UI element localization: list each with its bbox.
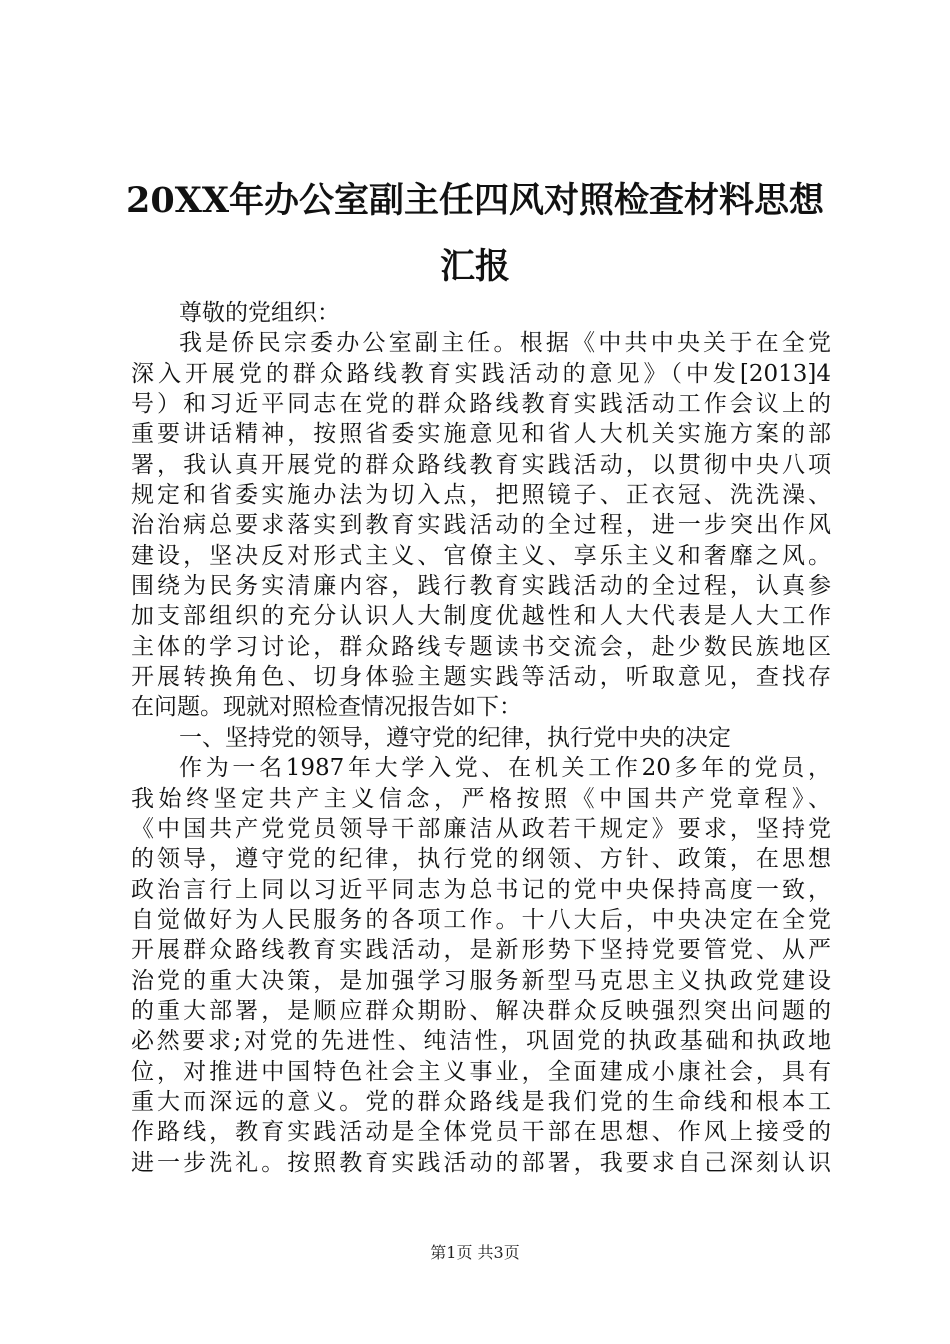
text-line: 作路线，教育实践活动是全体党员干部在思想、作风上接受的 <box>131 1119 831 1146</box>
text-line: 开展群众路线教育实践活动，是新形势下坚持党要管党、从严 <box>131 937 831 964</box>
text-line: 治党的重大决策，是加强学习服务新型马克思主义执政党建设 <box>131 967 831 994</box>
text-line: 署，我认真开展党的群众路线教育实践活动，以贯彻中央八项 <box>131 451 831 478</box>
text-line: 围绕为民务实清廉内容，践行教育实践活动的全过程，认真参 <box>131 573 831 600</box>
text-line: 《中国共产党党员领导干部廉洁从政若干规定》要求，坚持党 <box>131 815 831 842</box>
text-line: 加支部组织的充分认识人大制度优越性和人大代表是人大工作 <box>131 603 831 630</box>
text-line: 在问题。现就对照检查情况报告如下： <box>131 694 522 721</box>
text-line: 作为一名1987年大学入党、在机关工作20多年的党员， <box>179 755 831 782</box>
document-title <box>100 168 850 300</box>
text-line: 我始终坚定共产主义信念，严格按照《中国共产党章程》、 <box>131 785 831 812</box>
text-line: 重大而深远的意义。党的群众路线是我们党的生命线和根本工 <box>131 1088 831 1115</box>
text-line: 必然要求;对党的先进性、纯洁性，巩固党的执政基础和执政地 <box>131 1028 831 1055</box>
section-heading: 一、坚持党的领导，遵守党的纪律，执行党中央的决定 <box>179 724 731 751</box>
text-line: 重要讲话精神，按照省委实施意见和省人大机关实施方案的部 <box>131 421 831 448</box>
text-line: 深入开展党的群众路线教育实践活动的意见》（中发[2013]4 <box>131 360 831 387</box>
text-line: 的重大部署，是顺应群众期盼、解决群众反映强烈突出问题的 <box>131 997 831 1024</box>
text-line: 号）和习近平同志在党的群众路线教育实践活动工作会议上的 <box>131 391 831 418</box>
salutation: 尊敬的党组织： <box>179 300 340 326</box>
text-line: 的领导，遵守党的纪律，执行党的纲领、方针、政策，在思想 <box>131 846 831 873</box>
text-line: 我是侨民宗委办公室副主任。根据《中共中央关于在全党 <box>179 330 831 357</box>
text-line: 建设，坚决反对形式主义、官僚主义、享乐主义和奢靡之风。 <box>131 542 831 569</box>
page-number: 第1页 共3页 <box>430 1243 520 1262</box>
text-line: 规定和省委实施办法为切入点，把照镜子、正衣冠、洗洗澡、 <box>131 482 831 509</box>
text-line: 政治言行上同以习近平同志为总书记的党中央保持高度一致， <box>131 876 831 903</box>
text-line: 治治病总要求落实到教育实践活动的全过程，进一步突出作风 <box>131 512 831 539</box>
text-line: 主体的学习讨论，群众路线专题读书交流会，赴少数民族地区 <box>131 633 831 660</box>
text-line: 自觉做好为人民服务的各项工作。十八大后，中央决定在全党 <box>131 906 831 933</box>
page-footer <box>0 1240 950 1263</box>
text-line: 位，对推进中国特色社会主义事业，全面建成小康社会，具有 <box>131 1058 831 1085</box>
text-line: 开展转换角色、切身体验主题实践等活动，听取意见，查找存 <box>131 664 831 691</box>
title-line-1: 20XX年办公室副主任四风对照检查材料思想 <box>125 180 825 221</box>
text-line: 进一步洗礼。按照教育实践活动的部署，我要求自己深刻认识 <box>131 1149 831 1176</box>
document-body <box>131 298 831 1178</box>
title-line-2: 汇报 <box>439 246 510 287</box>
